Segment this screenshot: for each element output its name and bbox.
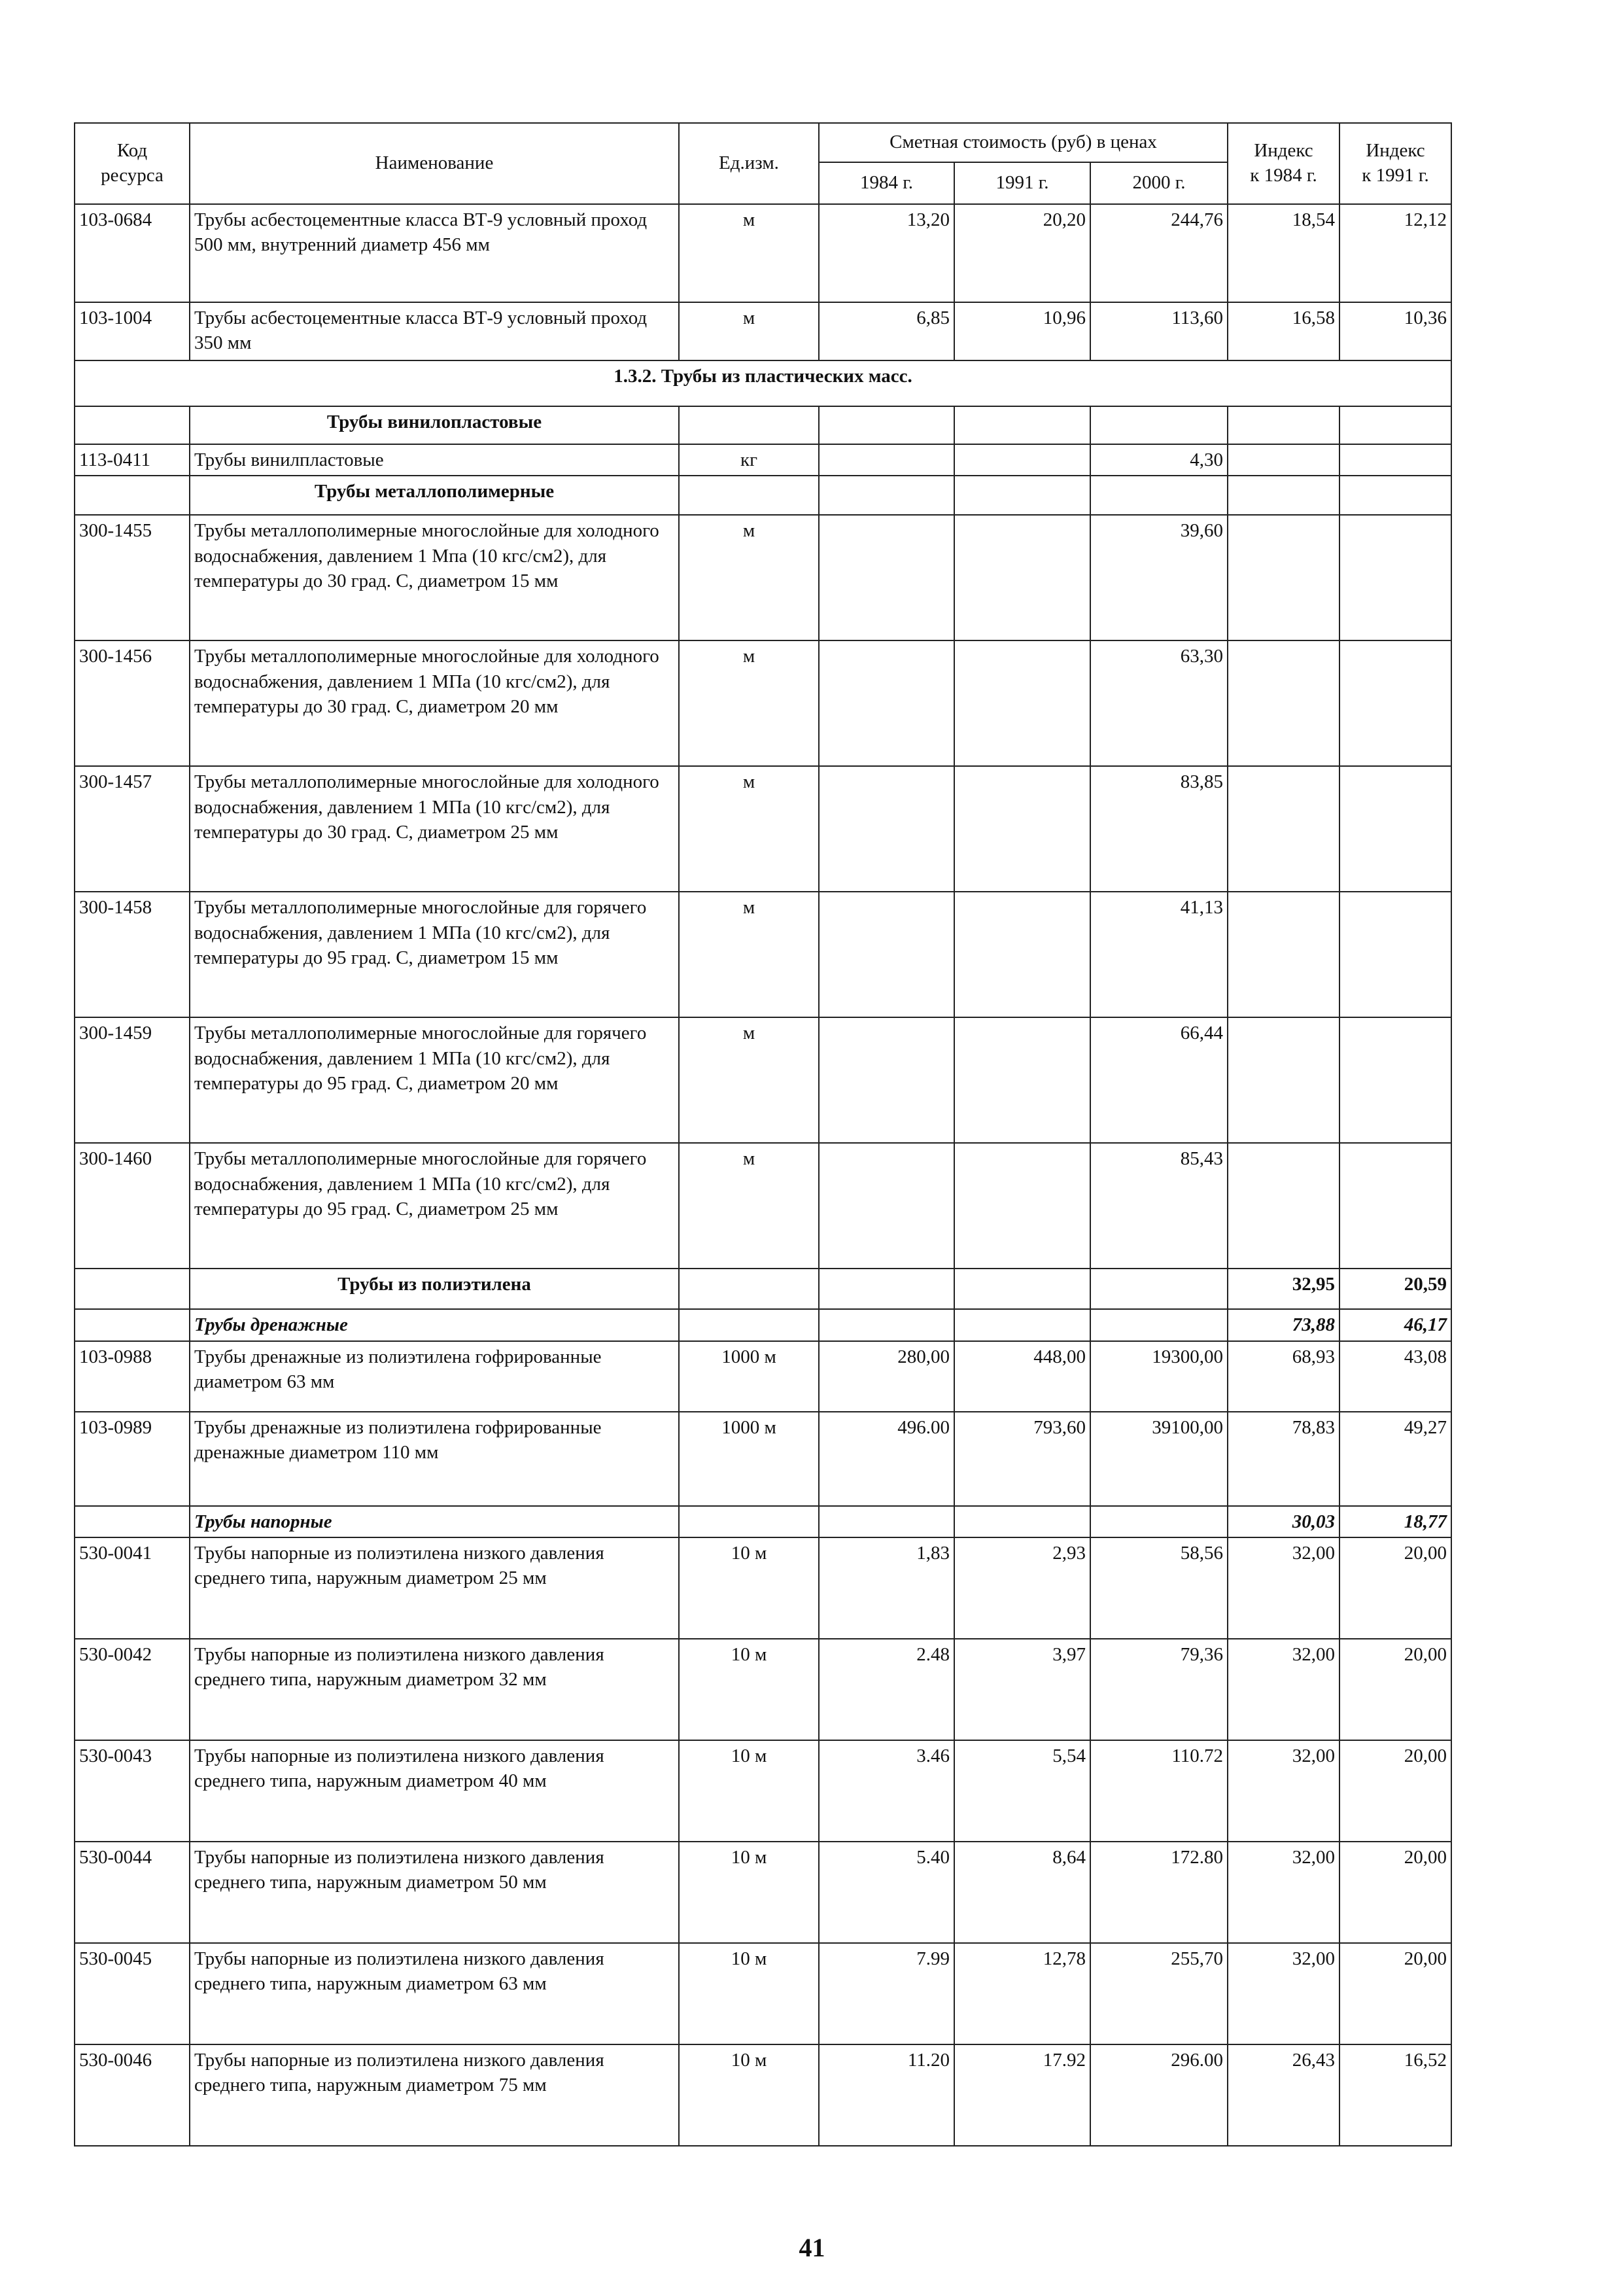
header-year-1991: 1991 г. — [954, 162, 1090, 204]
table-row — [75, 1537, 1451, 1639]
empty-cell — [954, 476, 1090, 515]
cost-1984: 1,83 — [819, 1537, 954, 1639]
cost-1984: 11.20 — [819, 2044, 954, 2146]
header-name: Наименование — [190, 123, 679, 204]
cost-2000: 63,30 — [1090, 640, 1228, 766]
unit-cell: 10 м — [679, 1537, 819, 1639]
section-title: 1.3.2. Трубы из пластических масс. — [75, 360, 1451, 406]
cost-2000: 79,36 — [1090, 1639, 1228, 1740]
empty-cell — [1090, 1269, 1228, 1309]
table-row — [75, 515, 1451, 640]
index-1991: 20,00 — [1339, 1537, 1451, 1639]
empty-cell — [954, 406, 1090, 444]
index-1984 — [1228, 1017, 1339, 1143]
unit-cell: м — [679, 766, 819, 892]
cost-2000: 110.72 — [1090, 1740, 1228, 1842]
header-index-1991: Индекс к 1991 г. — [1339, 123, 1451, 204]
resource-code: 300-1457 — [75, 766, 190, 892]
empty-cell — [954, 1506, 1090, 1537]
header-year-2000: 2000 г. — [1090, 162, 1228, 204]
group-label: Трубы напорные — [190, 1506, 679, 1537]
page-number: 41 — [799, 2233, 825, 2262]
cost-1991 — [954, 766, 1090, 892]
resource-name: Трубы дренажные из полиэтилена гофрированные дренажные диаметром 110 мм — [190, 1412, 679, 1506]
index-1984: 32,00 — [1228, 1537, 1339, 1639]
resource-name: Трубы дренажные из полиэтилена гофрированные диаметром 63 мм — [190, 1341, 679, 1412]
index-1991: 10,36 — [1339, 302, 1451, 360]
index-1991 — [1339, 640, 1451, 766]
table-row — [75, 204, 1451, 302]
empty-cell — [75, 476, 190, 515]
header-unit: Ед.изм. — [679, 123, 819, 204]
resource-name: Трубы металлополимерные многослойные для холодного водоснабжения, давлением 1 МПа (10 кгс/см2), для температуры до 30 град. С, диаметром 20 мм — [190, 640, 679, 766]
unit-cell: 10 м — [679, 2044, 819, 2146]
table-row — [75, 1341, 1451, 1412]
resource-code: 300-1455 — [75, 515, 190, 640]
subsection-title: Трубы из полиэтилена — [190, 1269, 679, 1309]
index-1984 — [1228, 640, 1339, 766]
empty-cell — [1090, 1506, 1228, 1537]
index-1984 — [1228, 515, 1339, 640]
resource-code: 530-0042 — [75, 1639, 190, 1740]
unit-cell: м — [679, 302, 819, 360]
index-1991 — [1339, 892, 1451, 1017]
index-1984: 16,58 — [1228, 302, 1339, 360]
index-1984 — [1228, 766, 1339, 892]
unit-cell: 10 м — [679, 1943, 819, 2044]
group-row — [75, 1506, 1451, 1537]
empty-cell — [679, 1269, 819, 1309]
table-row — [75, 1639, 1451, 1740]
empty-cell — [819, 406, 954, 444]
resource-code: 103-0988 — [75, 1341, 190, 1412]
cost-2000: 39,60 — [1090, 515, 1228, 640]
resource-code: 300-1459 — [75, 1017, 190, 1143]
resource-name: Трубы напорные из полиэтилена низкого давления среднего типа, наружным диаметром 25 мм — [190, 1537, 679, 1639]
table-row — [75, 1412, 1451, 1506]
resource-code: 113-0411 — [75, 444, 190, 476]
cost-1984 — [819, 1143, 954, 1269]
empty-cell — [819, 1269, 954, 1309]
resource-code: 103-1004 — [75, 302, 190, 360]
subsection-row — [75, 406, 1451, 444]
table-row — [75, 1740, 1451, 1842]
table-row — [75, 1143, 1451, 1269]
resource-name: Трубы металлополимерные многослойные для горячего водоснабжения, давлением 1 МПа (10 кгс/см2), для температуры до 95 град. С, диаметром 25 мм — [190, 1143, 679, 1269]
unit-cell: 1000 м — [679, 1341, 819, 1412]
cost-1984: 5.40 — [819, 1842, 954, 1943]
resource-name: Трубы напорные из полиэтилена низкого давления среднего типа, наружным диаметром 63 мм — [190, 1943, 679, 2044]
cost-2000: 113,60 — [1090, 302, 1228, 360]
index-1984: 32,00 — [1228, 1639, 1339, 1740]
index-1991 — [1339, 1143, 1451, 1269]
cost-1984 — [819, 766, 954, 892]
resource-code: 300-1458 — [75, 892, 190, 1017]
resource-name: Трубы металлополимерные многослойные для горячего водоснабжения, давлением 1 МПа (10 кгс/см2), для температуры до 95 град. С, диаметром 20 мм — [190, 1017, 679, 1143]
index-1991: 43,08 — [1339, 1341, 1451, 1412]
empty-cell — [1090, 476, 1228, 515]
cost-1984 — [819, 892, 954, 1017]
unit-cell: м — [679, 204, 819, 302]
resource-name: Трубы напорные из полиэтилена низкого давления среднего типа, наружным диаметром 75 мм — [190, 2044, 679, 2146]
empty-cell — [679, 406, 819, 444]
index-1991: 12,12 — [1339, 204, 1451, 302]
cost-1984: 280,00 — [819, 1341, 954, 1412]
resource-name: Трубы напорные из полиэтилена низкого давления среднего типа, наружным диаметром 32 мм — [190, 1639, 679, 1740]
subsection-row — [75, 1269, 1451, 1309]
resource-code: 530-0044 — [75, 1842, 190, 1943]
table-row — [75, 766, 1451, 892]
table-row — [75, 640, 1451, 766]
resource-name: Трубы напорные из полиэтилена низкого давления среднего типа, наружным диаметром 40 мм — [190, 1740, 679, 1842]
resource-name: Трубы металлополимерные многослойные для горячего водоснабжения, давлением 1 МПа (10 кгс/см2), для температуры до 95 град. С, диаметром 15 мм — [190, 892, 679, 1017]
cost-2000: 85,43 — [1090, 1143, 1228, 1269]
unit-cell: 10 м — [679, 1740, 819, 1842]
group-index-1991: 46,17 — [1339, 1309, 1451, 1340]
unit-cell: 10 м — [679, 1639, 819, 1740]
empty-cell — [819, 1506, 954, 1537]
resource-code: 103-0684 — [75, 204, 190, 302]
resource-name: Трубы асбестоцементные класса ВТ-9 условный проход 500 мм, внутренний диаметр 456 мм — [190, 204, 679, 302]
resource-name: Трубы металлополимерные многослойные для холодного водоснабжения, давлением 1 МПа (10 кгс/см2), для температуры до 30 град. С, диаметром 25 мм — [190, 766, 679, 892]
index-1984: 32,00 — [1228, 1842, 1339, 1943]
empty-cell — [1228, 406, 1339, 444]
cost-1991 — [954, 892, 1090, 1017]
cost-1991: 793,60 — [954, 1412, 1090, 1506]
cost-1991 — [954, 640, 1090, 766]
index-1984: 32,00 — [1228, 1943, 1339, 2044]
index-1984: 78,83 — [1228, 1412, 1339, 1506]
cost-1991 — [954, 444, 1090, 476]
index-1991: 49,27 — [1339, 1412, 1451, 1506]
group-index-1984: 32,95 — [1228, 1269, 1339, 1309]
cost-1991: 10,96 — [954, 302, 1090, 360]
cost-2000: 58,56 — [1090, 1537, 1228, 1639]
cost-1984 — [819, 515, 954, 640]
cost-1984: 496.00 — [819, 1412, 954, 1506]
table-row — [75, 1842, 1451, 1943]
subsection-title: Трубы металлополимерные — [190, 476, 679, 515]
index-1984: 68,93 — [1228, 1341, 1339, 1412]
empty-cell — [819, 1309, 954, 1340]
index-1984: 32,00 — [1228, 1740, 1339, 1842]
cost-1984 — [819, 640, 954, 766]
resource-name: Трубы винилпластовые — [190, 444, 679, 476]
table-row — [75, 1017, 1451, 1143]
index-1991 — [1339, 766, 1451, 892]
cost-1984: 6,85 — [819, 302, 954, 360]
group-label: Трубы дренажные — [190, 1309, 679, 1340]
resource-code: 530-0041 — [75, 1537, 190, 1639]
table-row — [75, 444, 1451, 476]
index-1991: 20,00 — [1339, 1943, 1451, 2044]
empty-cell — [819, 476, 954, 515]
cost-1991 — [954, 1143, 1090, 1269]
cost-1984 — [819, 444, 954, 476]
index-1991: 20,00 — [1339, 1740, 1451, 1842]
table-row — [75, 892, 1451, 1017]
resource-name: Трубы металлополимерные многослойные для холодного водоснабжения, давлением 1 Мпа (10 кгс/см2), для температуры до 30 град. С, диаметром 15 мм — [190, 515, 679, 640]
index-1991: 20,00 — [1339, 1842, 1451, 1943]
cost-1984: 2.48 — [819, 1639, 954, 1740]
cost-1991: 448,00 — [954, 1341, 1090, 1412]
cost-1991: 8,64 — [954, 1842, 1090, 1943]
subsection-title: Трубы винилопластовые — [190, 406, 679, 444]
empty-cell — [1339, 476, 1451, 515]
cost-1991: 5,54 — [954, 1740, 1090, 1842]
resource-code: 300-1456 — [75, 640, 190, 766]
index-1984 — [1228, 444, 1339, 476]
unit-cell: 10 м — [679, 1842, 819, 1943]
header-code: Код ресурса — [75, 123, 190, 204]
section-row — [75, 360, 1451, 406]
index-1984 — [1228, 1143, 1339, 1269]
index-1991: 20,00 — [1339, 1639, 1451, 1740]
cost-1991: 2,93 — [954, 1537, 1090, 1639]
group-row — [75, 1309, 1451, 1340]
resource-code: 530-0045 — [75, 1943, 190, 2044]
empty-cell — [679, 1309, 819, 1340]
table-row — [75, 302, 1451, 360]
empty-cell — [954, 1269, 1090, 1309]
resource-code: 103-0989 — [75, 1412, 190, 1506]
cost-1984 — [819, 1017, 954, 1143]
cost-2000: 66,44 — [1090, 1017, 1228, 1143]
empty-cell — [1339, 406, 1451, 444]
unit-cell: м — [679, 892, 819, 1017]
cost-1991 — [954, 1017, 1090, 1143]
empty-cell — [679, 476, 819, 515]
table-row — [75, 1943, 1451, 2044]
cost-2000: 4,30 — [1090, 444, 1228, 476]
empty-cell — [1090, 1309, 1228, 1340]
header-index-1984: Индекс к 1984 г. — [1228, 123, 1339, 204]
unit-cell: кг — [679, 444, 819, 476]
cost-1984: 3.46 — [819, 1740, 954, 1842]
cost-2000: 255,70 — [1090, 1943, 1228, 2044]
header-year-1984: 1984 г. — [819, 162, 954, 204]
price-table — [74, 122, 1452, 2146]
unit-cell: м — [679, 515, 819, 640]
group-index-1984: 30,03 — [1228, 1506, 1339, 1537]
cost-2000: 83,85 — [1090, 766, 1228, 892]
empty-cell — [679, 1506, 819, 1537]
empty-cell — [954, 1309, 1090, 1340]
resource-code: 300-1460 — [75, 1143, 190, 1269]
index-1991 — [1339, 444, 1451, 476]
index-1991 — [1339, 1017, 1451, 1143]
unit-cell: м — [679, 640, 819, 766]
cost-1984: 13,20 — [819, 204, 954, 302]
cost-2000: 19300,00 — [1090, 1341, 1228, 1412]
resource-code: 530-0043 — [75, 1740, 190, 1842]
header-cost-group: Сметная стоимость (руб) в ценах — [819, 123, 1228, 162]
cost-2000: 172.80 — [1090, 1842, 1228, 1943]
resource-name: Трубы напорные из полиэтилена низкого давления среднего типа, наружным диаметром 50 мм — [190, 1842, 679, 1943]
cost-1991: 3,97 — [954, 1639, 1090, 1740]
unit-cell: м — [679, 1017, 819, 1143]
group-index-1991: 18,77 — [1339, 1506, 1451, 1537]
cost-1991 — [954, 515, 1090, 640]
cost-1991: 17.92 — [954, 2044, 1090, 2146]
empty-cell — [75, 406, 190, 444]
group-index-1984: 73,88 — [1228, 1309, 1339, 1340]
group-index-1991: 20,59 — [1339, 1269, 1451, 1309]
index-1991: 16,52 — [1339, 2044, 1451, 2146]
unit-cell: м — [679, 1143, 819, 1269]
index-1984: 26,43 — [1228, 2044, 1339, 2146]
resource-code: 530-0046 — [75, 2044, 190, 2146]
index-1984: 18,54 — [1228, 204, 1339, 302]
index-1991 — [1339, 515, 1451, 640]
empty-cell — [75, 1506, 190, 1537]
cost-2000: 244,76 — [1090, 204, 1228, 302]
empty-cell — [75, 1309, 190, 1340]
cost-2000: 39100,00 — [1090, 1412, 1228, 1506]
resource-name: Трубы асбестоцементные класса ВТ-9 условный проход 350 мм — [190, 302, 679, 360]
cost-1991: 20,20 — [954, 204, 1090, 302]
cost-1984: 7.99 — [819, 1943, 954, 2044]
cost-2000: 41,13 — [1090, 892, 1228, 1017]
empty-cell — [1228, 476, 1339, 515]
empty-cell — [1090, 406, 1228, 444]
cost-2000: 296.00 — [1090, 2044, 1228, 2146]
unit-cell: 1000 м — [679, 1412, 819, 1506]
index-1984 — [1228, 892, 1339, 1017]
subsection-row — [75, 476, 1451, 515]
cost-1991: 12,78 — [954, 1943, 1090, 2044]
table-row — [75, 2044, 1451, 2146]
empty-cell — [75, 1269, 190, 1309]
